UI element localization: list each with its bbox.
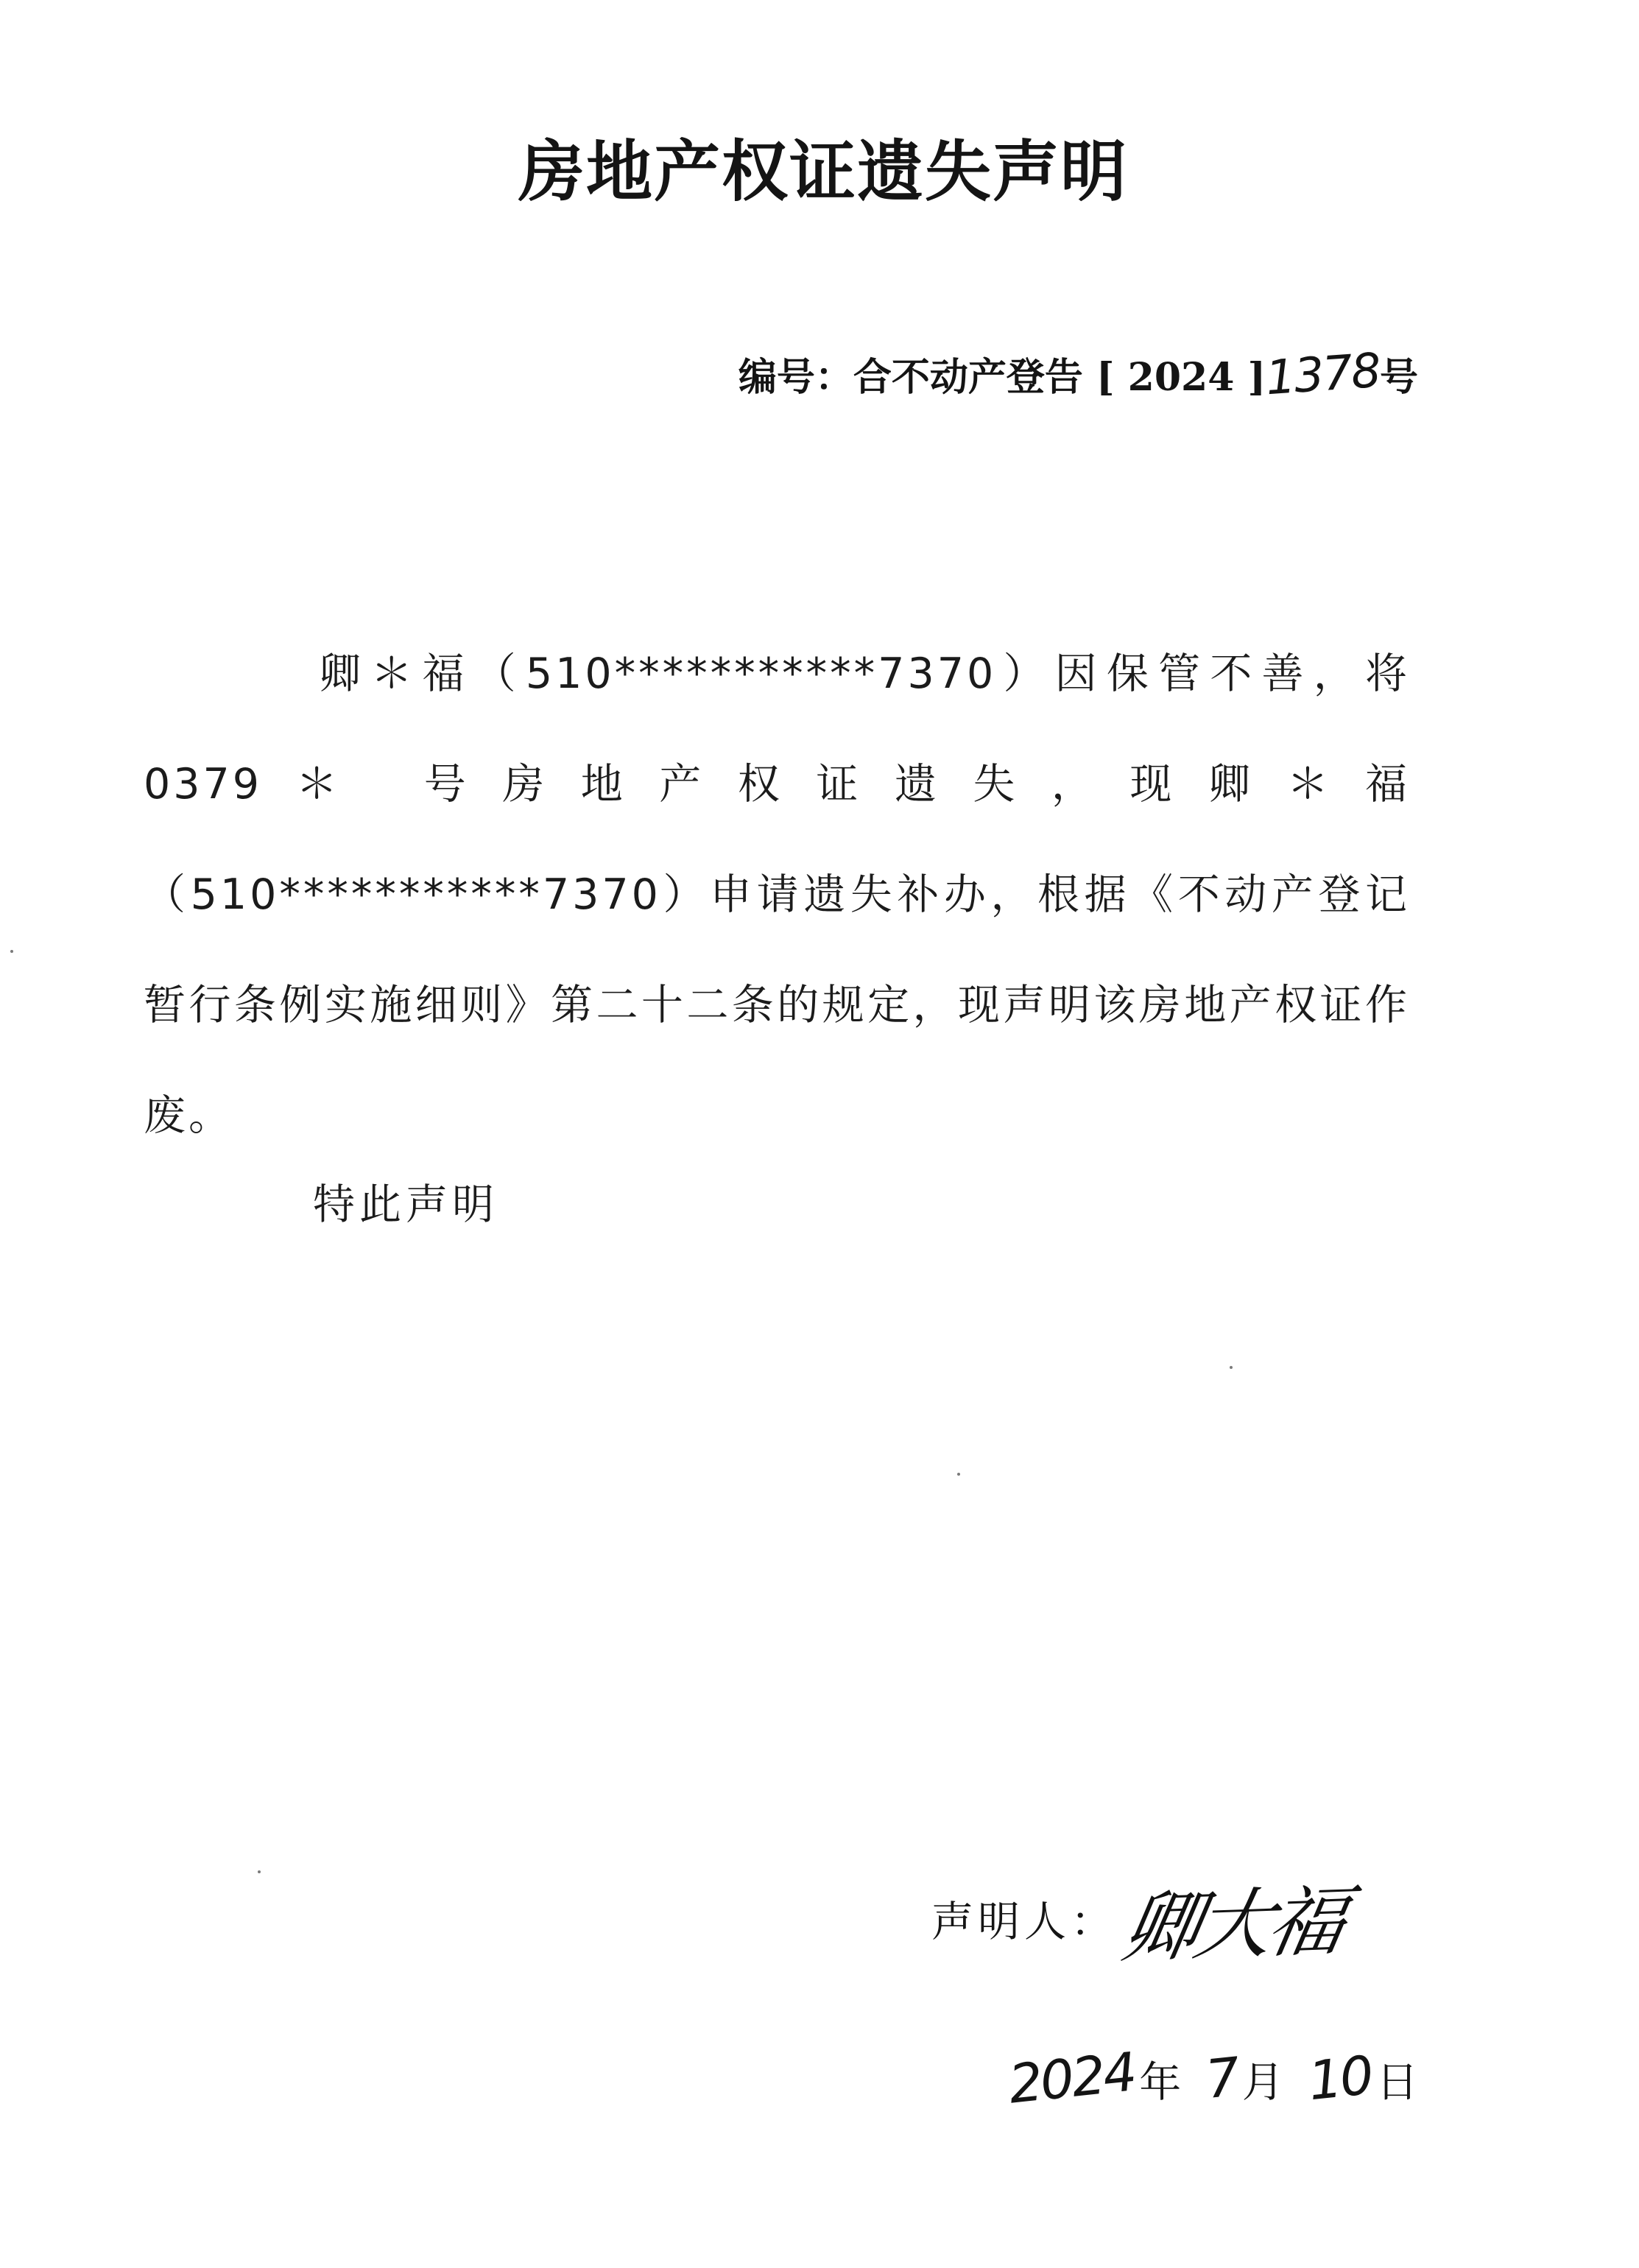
number-bracket-close: ] [1247, 355, 1266, 400]
date-month: 7 [1202, 2045, 1241, 2111]
date-month-unit: 月 [1241, 2058, 1284, 2107]
signature: 卿大福 [1115, 1876, 1350, 1974]
number-year: 2024 [1127, 355, 1235, 400]
declarant-label: 声明人： [931, 1898, 1117, 1946]
scan-speck [258, 1870, 261, 1873]
declarant-line [931, 1863, 1350, 1974]
declaration-date [1006, 2040, 1428, 2116]
date-day-unit: 日 [1376, 2058, 1419, 2107]
number-suffix: 号 [1379, 355, 1418, 400]
date-year: 2024 [1006, 2040, 1138, 2116]
number-prefix: 编号：合不动产登告 [738, 355, 1083, 400]
date-year-unit: 年 [1139, 2058, 1182, 2107]
scan-speck [1230, 1366, 1233, 1369]
page-title: 房地产权证遗失声明 [518, 133, 1128, 211]
declaration-paragraph: 卿＊福（510***********7370）因保管不善，将0379＊ 号房地产权证遗失，现卿＊福（510***********7370）申请遗失补办，根据《不动产登记暂行条例实施细则》第二十二条的规定，现声明该房地产权证作废。 [144, 649, 1410, 1140]
number-bracket-open: [ [1096, 355, 1115, 400]
scan-speck [957, 1473, 960, 1476]
closing-statement: 特此声明 [313, 1180, 498, 1229]
document-number [738, 343, 1418, 406]
scan-speck [10, 950, 13, 953]
number-handwritten: 1378 [1263, 343, 1382, 406]
date-day: 10 [1305, 2043, 1375, 2113]
